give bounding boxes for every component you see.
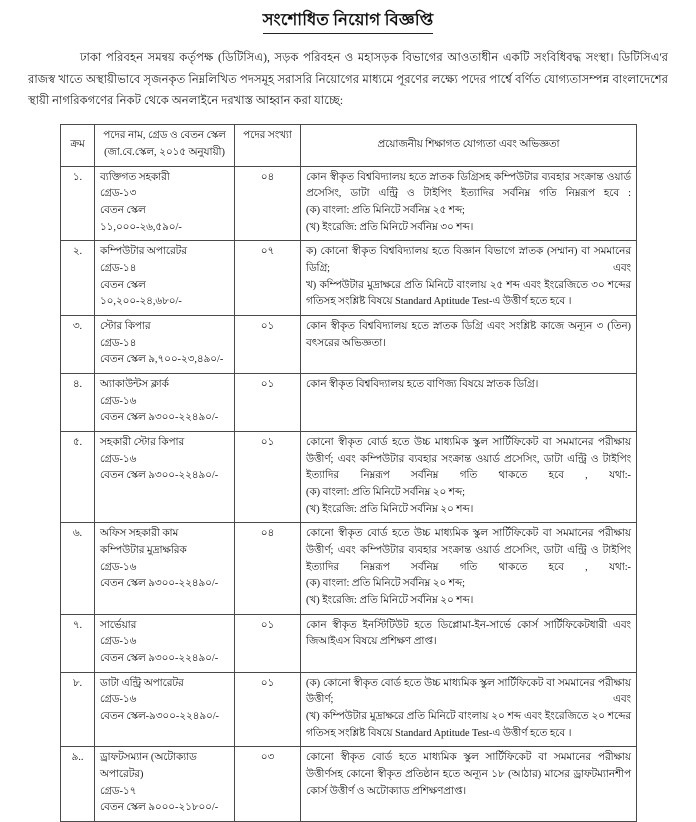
page-title	[0, 8, 696, 34]
column-header-post-line2: (জা.বে.স্কেল, ২০১৫ অনুযায়ী)	[104, 146, 225, 158]
post-grade: গ্রেড-১৪	[100, 262, 137, 274]
post-name: ডাটা এন্ট্রি অপারেটর	[100, 677, 184, 689]
column-header-qualification: প্রয়োজনীয় শিক্ষাগত যোগ্যতা এবং অভিজ্ঞতা	[301, 125, 637, 166]
post-pay-scale: বেতন স্কেল ১০,২০০-২৪,৬৮০/-	[100, 279, 182, 308]
jobs-table-container	[60, 124, 636, 822]
cell-post-details	[95, 523, 235, 614]
cell-serial: ২.	[61, 241, 95, 316]
qualification-line: কোনো স্বীকৃত বোর্ড হতে উচ্চ মাধ্যমিক স্কুল সার্টিফিকেট বা সমমানের পরীক্ষায় উত্তীর্ণ; এবং কম্পিউটার ব্যবহার সংক্রান্ত ওয়ার্ড প্রসেসিং, ডাটা এন্ট্রি ও টাইপিং ইত্যাদির নিম্নরূপ সর্বনিম্ন গতি থাকতে হবে , যথা:-	[306, 528, 631, 573]
cell-serial: ৪.	[61, 374, 95, 432]
cell-post-details	[95, 315, 235, 373]
cell-qualification	[301, 432, 637, 523]
cell-qualification	[301, 747, 637, 822]
post-grade: গ্রেড-১৬	[100, 453, 137, 465]
cell-qualification	[301, 672, 637, 747]
page-title-text: সংশোধিত নিয়োগ বিজ্ঞপ্তি	[263, 8, 434, 34]
jobs-table	[60, 124, 637, 822]
column-header-count: পদের সংখ্যা	[235, 125, 301, 166]
post-pay-scale: বেতন স্কেল ৯৩০০-২২৪৯০/-	[100, 578, 219, 590]
cell-serial: ৯..	[61, 747, 95, 822]
cell-qualification	[301, 166, 637, 241]
post-name: অ্যাকাউন্টস ক্লার্ক	[100, 379, 169, 390]
column-header-serial: ক্রম	[61, 125, 95, 166]
post-pay-scale: বেতন স্কেল ৯৩০০-২২৪৯০/-	[100, 653, 219, 665]
cell-post-count: ০১	[235, 672, 301, 747]
table-row	[61, 241, 637, 316]
table-header-row	[61, 125, 637, 166]
cell-post-details	[95, 747, 235, 822]
qualification-line: (খ) ইংরেজি: প্রতি মিনিটে সর্বনিম্ন ২০ শব্দ।	[306, 595, 474, 607]
cell-post-details	[95, 614, 235, 672]
post-name: স্টোর কিপার	[100, 320, 151, 332]
cell-post-count: ০৩	[235, 747, 301, 822]
cell-post-details	[95, 672, 235, 747]
table-row	[61, 374, 637, 432]
qualification-line: খ) কম্পিউটার মুদ্রাক্ষরে প্রতি মিনিটে বাংলায় ২৫ শব্দ এবং ইংরেজিতে ৩০ শব্দের গতিসহ সংশ্লিষ্ট বিষয়ে Standard Aptitude Test-এ উত্তীর্ণ হতে হবে ।	[306, 279, 631, 308]
column-header-post	[95, 125, 235, 166]
cell-serial: ৮.	[61, 672, 95, 747]
table-row	[61, 432, 637, 523]
post-name: সার্ভেয়ার	[100, 619, 137, 631]
cell-post-count: ০৭	[235, 241, 301, 316]
cell-qualification	[301, 523, 637, 614]
post-pay-scale: বেতন স্কেল ৯০০০-২১৮০০/-	[100, 802, 219, 814]
cell-post-count: ০৪	[235, 166, 301, 241]
document-page	[0, 8, 696, 814]
post-grade: গ্রেড-১৬	[100, 694, 137, 706]
qualification-line: কোন স্বীকৃত বিশ্ববিদ্যালয় হতে স্নাতক ডিগ্রিসহ কম্পিউটার ব্যবহার সংক্রান্ত ওয়ার্ড প্রসেসিং, ডাটা এন্ট্রি ও টাইপিং ইত্যাদির সর্বনিম্ন গতি নিম্নরূপ হবে :	[306, 171, 631, 200]
qualification-line: (খ) ইংরেজি: প্রতি মিনিটে সর্বনিম্ন ২০ শব্দ।	[306, 503, 474, 515]
qualification-line: (খ) কম্পিউটার মুদ্রাক্ষরে প্রতি মিনিটে বাংলায় ২০ শব্দ এবং ইংরেজিতে ২০ শব্দের গতিসহ সংশ্লিষ্ট বিষয়ে Standard Aptitude Test-এ উত্তীর্ণ হতে হবে ।	[306, 711, 631, 739]
post-grade: গ্রেড-১৭	[100, 785, 137, 797]
post-pay-scale: বেতন স্কেল ৯৩০০-২২৪৯০/-	[100, 470, 219, 482]
cell-qualification	[301, 614, 637, 672]
cell-post-count: ০১	[235, 432, 301, 523]
intro-paragraph: ঢাকা পরিবহন সমন্বয় কর্তৃপক্ষ (ডিটিসিএ), সড়ক পরিবহন ও মহাসড়ক বিভাগের আওতাধীন একটি সংবিধিবদ্ধ সংস্থা। ডিটিসিএ'র রাজস্ব খাতে অস্থায়ীভাবে সৃজনকৃত নিম্নলিখিত পদসমূহ সরাসরি নিয়োগের মাধ্যমে পূরণের লক্ষ্যে পদের পার্শ্বে বর্ণিত যোগ্যতাসম্পন্ন বাংলাদেশের স্থায়ী নাগরিকগণের নিকট থেকে অনলাইনে দরখাস্ত আহ্বান করা যাচ্ছে:	[28, 50, 668, 108]
cell-serial: ১.	[61, 166, 95, 241]
cell-qualification	[301, 315, 637, 373]
column-header-post-line1: পদের নাম, গ্রেড ও বেতন স্কেল	[103, 130, 226, 142]
cell-post-details	[95, 241, 235, 316]
cell-post-count: ০১	[235, 374, 301, 432]
table-row	[61, 523, 637, 614]
cell-post-count: ০১	[235, 315, 301, 373]
post-name-cont: কম্পিউটার মুদ্রাক্ষরিক	[100, 545, 187, 557]
qualification-line: (ক) কোনো স্বীকৃত বোর্ড হতে উচ্চ মাধ্যমিক স্কুল সার্টিফিকেট বা সমমানের পরীক্ষায় উত্তীর্ণ; এবং	[306, 677, 631, 706]
qualification-line: কোনো স্বীকৃত বোর্ড হতে মাধ্যমিক স্কুল সার্টিফিকেট বা সমমানের পরীক্ষায় উত্তীর্ণসহ কোনো স্বীকৃত প্রতিষ্ঠান হতে অন্যূন ১৮ (আঠার) মাসের ড্রাফটম্যানশীপ কোর্স উত্তীর্ণ ও অটোক্যাড প্রশিক্ষণপ্রাপ্ত।	[306, 752, 631, 797]
table-header	[61, 125, 637, 166]
post-pay-scale: বেতন স্কেল ৯৩০০-২২৪৯০/-	[100, 412, 219, 424]
qualification-line: (ক) বাংলা: প্রতি মিনিটে সর্বনিম্ন ২০ শব্দ;	[306, 578, 465, 590]
qualification-line: (ক) বাংলা: প্রতি মিনিটে সর্বনিম্ন ২০ শব্দ;	[306, 487, 465, 499]
qualification-line: কোন স্বীকৃত ইনস্টিটিউট হতে ডিপ্লোমা-ইন-সার্ভে কোর্স সার্টিফিকেটধারী এবং জিআইএস বিষয়ে প্রশিক্ষণ প্রাপ্ত।	[306, 619, 631, 648]
qualification-line: কোনো স্বীকৃত বোর্ড হতে উচ্চ মাধ্যমিক স্কুল সার্টিফিকেট বা সমমানের পরীক্ষায় উত্তীর্ণ; এবং কম্পিউটার ব্যবহার সংক্রান্ত ওয়ার্ড প্রসেসিং, ডাটা এন্ট্রি ও টাইপিং ইত্যাদির নিম্নরূপ সর্বনিম্ন গতি থাকতে হবে , যথা:-	[306, 437, 631, 482]
table-body	[61, 166, 637, 822]
cell-serial: ৩.	[61, 315, 95, 373]
cell-qualification	[301, 374, 637, 432]
post-grade: গ্রেড-১৪	[100, 337, 137, 349]
cell-post-count: ০৪	[235, 523, 301, 614]
qualification-line: কোন স্বীকৃত বিশ্ববিদ্যালয় হতে স্নাতক ডিগ্রি এবং সংশ্লিষ্ট কাজে অন্যূন ৩ (তিন) বৎসরের অভিজ্ঞতা।	[306, 320, 631, 349]
post-name: কম্পিউটার অপারেটর	[100, 246, 187, 258]
cell-qualification	[301, 241, 637, 316]
table-row	[61, 747, 637, 822]
cell-post-details	[95, 432, 235, 523]
post-name: সহকারী স্টোর কিপার	[100, 437, 185, 449]
qualification-line: (ক) বাংলা: প্রতি মিনিটে সর্বনিম্ন ২৫ শব্দ;	[306, 204, 465, 216]
post-grade: গ্রেড-১৩	[100, 188, 137, 200]
post-pay-scale: বেতন স্কেল-৯৩০০-২২৪৯০/-	[100, 711, 219, 723]
cell-post-details	[95, 374, 235, 432]
post-grade: গ্রেড-১৬	[100, 636, 137, 648]
post-name: ব্যক্তিগত সহকারী	[100, 171, 170, 183]
table-row	[61, 672, 637, 747]
cell-serial: ৫.	[61, 432, 95, 523]
qualification-line: (খ) ইংরেজি: প্রতি মিনিটে সর্বনিম্ন ৩০ শব্দ।	[306, 221, 474, 233]
table-row	[61, 315, 637, 373]
qualification-line: ক) কোনো স্বীকৃত বিশ্ববিদ্যালয় হতে বিজ্ঞান বিভাগে স্নাতক (সম্মান) বা সমমানের ডিগ্রি; এবং	[306, 246, 631, 274]
cell-serial: ৬.	[61, 523, 95, 614]
post-grade: গ্রেড-১৬	[100, 561, 137, 573]
cell-post-details	[95, 166, 235, 241]
post-grade: গ্রেড-১৬	[100, 395, 137, 407]
cell-serial: ৭.	[61, 614, 95, 672]
post-name: অফিস সহকারী কাম	[100, 528, 179, 540]
table-row	[61, 614, 637, 672]
cell-post-count: ০১	[235, 614, 301, 672]
qualification-line: কোন স্বীকৃত বিশ্ববিদ্যালয় হতে বাণিজ্য বিষয়ে স্নাতক ডিগ্রি।	[306, 379, 539, 390]
post-name: ড্রাফটসম্যান (অটোক্যাড অপারেটর)	[100, 752, 197, 781]
post-pay-scale: বেতন স্কেল ১১,০০০-২৬,৫৯০/-	[100, 204, 182, 233]
post-pay-scale: বেতন স্কেল ৯,৭০০-২৩,৪৯০/-	[100, 354, 224, 366]
table-row	[61, 166, 637, 241]
